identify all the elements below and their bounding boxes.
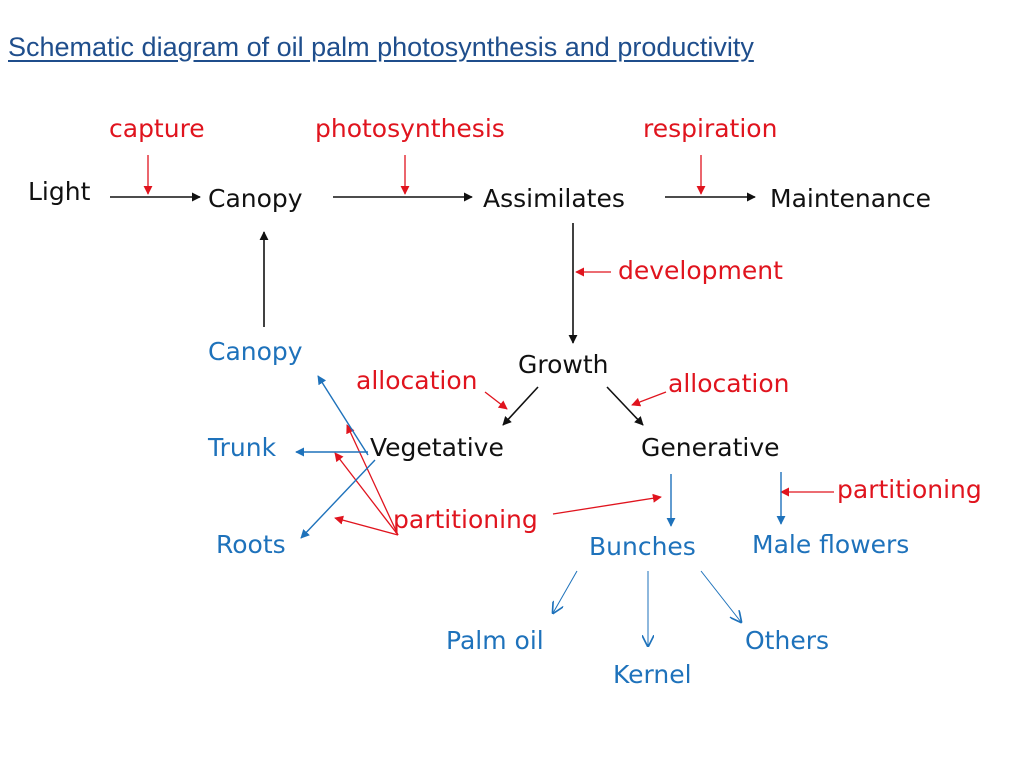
arrow-partitioning-generative [553, 497, 661, 514]
node-kernel: Kernel [613, 660, 692, 689]
process-partitioning-center: partitioning [393, 505, 538, 534]
arrow-bunches-palmoil [553, 571, 577, 613]
process-allocation-right: allocation [668, 369, 790, 398]
node-canopy: Canopy [208, 184, 303, 213]
node-male-flowers: Male flowers [752, 530, 910, 559]
node-roots: Roots [216, 530, 286, 559]
node-palm-oil: Palm oil [446, 626, 544, 655]
process-photosynthesis: photosynthesis [315, 114, 505, 143]
node-light: Light [28, 177, 91, 206]
arrow-allocation-right [632, 392, 666, 405]
node-maintenance: Maintenance [770, 184, 931, 213]
process-respiration: respiration [643, 114, 778, 143]
page-title: Schematic diagram of oil palm photosynthesis and productivity [8, 32, 754, 62]
node-trunk: Trunk [208, 433, 277, 462]
process-capture: capture [109, 114, 205, 143]
process-allocation-left: allocation [356, 366, 478, 395]
process-development: development [618, 256, 783, 285]
node-canopy-part: Canopy [208, 337, 303, 366]
arrow-allocation-left [485, 392, 507, 409]
arrow-partitioning-trunk [335, 453, 398, 535]
node-generative: Generative [641, 433, 780, 462]
node-growth: Growth [518, 350, 609, 379]
node-others: Others [745, 626, 830, 655]
node-bunches: Bunches [589, 532, 696, 561]
arrow-growth-vegetative [503, 387, 538, 425]
arrow-partitioning-roots [335, 518, 398, 535]
node-vegetative: Vegetative [370, 433, 504, 462]
node-assimilates: Assimilates [483, 184, 625, 213]
arrow-bunches-others [701, 571, 741, 622]
arrow-growth-generative [607, 387, 643, 425]
process-partitioning-right: partitioning [837, 475, 982, 504]
